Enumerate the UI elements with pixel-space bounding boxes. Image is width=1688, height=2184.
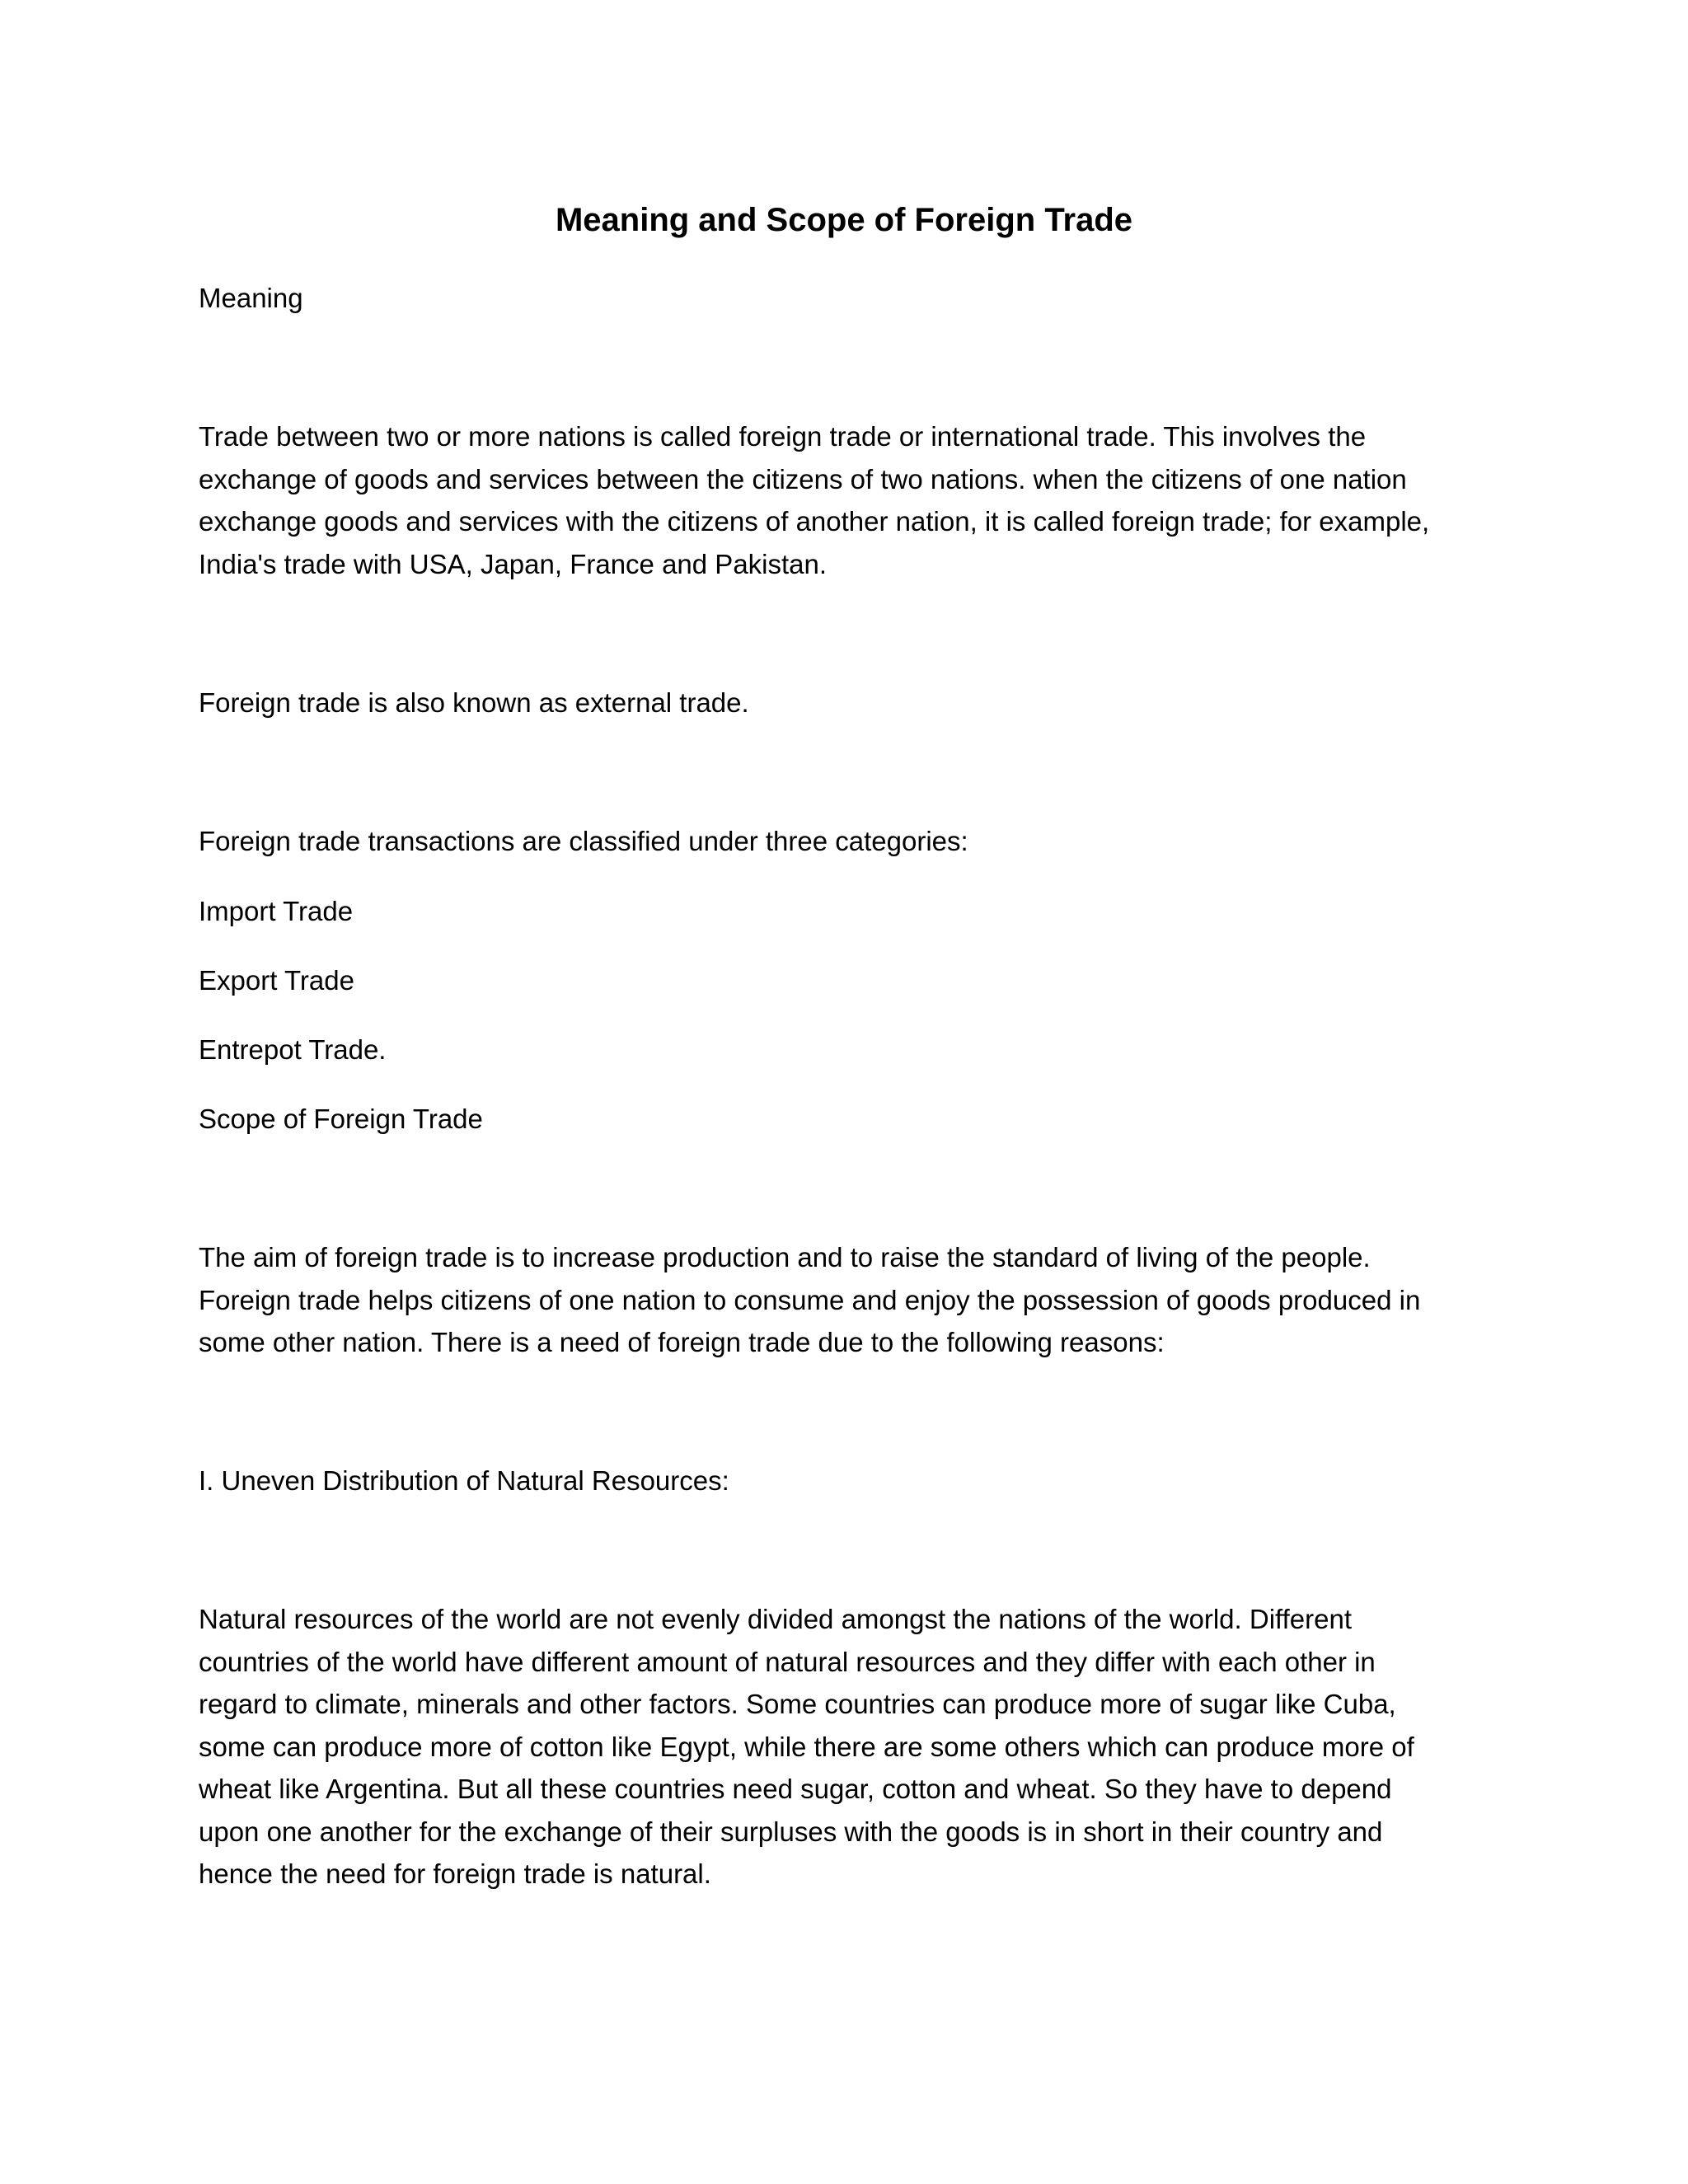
reason-heading: I. Uneven Distribution of Natural Resources:: [199, 1465, 729, 1496]
paragraph-line: regard to climate, minerals and other factors. Some countries can produce more of sugar like Cuba,: [199, 1689, 1396, 1719]
paragraph-line: hence the need for foreign trade is natural.: [199, 1858, 711, 1889]
paragraph-line: upon one another for the exchange of their surpluses with the goods is in short in their country and: [199, 1816, 1383, 1847]
scope-paragraph: [199, 1236, 1484, 1364]
category-export: Export Trade: [199, 965, 354, 996]
paragraph-line: exchange of goods and services between the citizens of two nations. when the citizens of one nation: [199, 463, 1407, 494]
meaning-paragraph: [199, 415, 1484, 585]
categories-intro: Foreign trade transactions are classified under three categories:: [199, 826, 968, 856]
paragraph-line: Trade between two or more nations is called foreign trade or international trade. This involves the: [199, 421, 1367, 452]
meaning-heading: Meaning: [199, 283, 303, 313]
paragraph-line: some other nation. There is a need of foreign trade due to the following reasons:: [199, 1327, 1165, 1357]
scope-heading: Scope of Foreign Trade: [199, 1104, 483, 1134]
paragraph-line: countries of the world have different amount of natural resources and they differ with each other in: [199, 1646, 1376, 1677]
paragraph-line: The aim of foreign trade is to increase production and to raise the standard of living of the people.: [199, 1242, 1371, 1272]
paragraph-line: India's trade with USA, Japan, France and Pakistan.: [199, 548, 828, 579]
paragraph-line: wheat like Argentina. But all these countries need sugar, cotton and wheat. So they have to depend: [199, 1774, 1392, 1804]
reason-paragraph: [199, 1598, 1484, 1896]
paragraph-line: Foreign trade helps citizens of one nation to consume and enjoy the possession of goods produced in: [199, 1284, 1421, 1315]
category-entrepot: Entrepot Trade.: [199, 1034, 387, 1065]
page-title: Meaning and Scope of Foreign Trade: [555, 202, 1133, 238]
category-import: Import Trade: [199, 896, 354, 926]
external-trade-paragraph: Foreign trade is also known as external trade.: [199, 687, 749, 718]
paragraph-line: some can produce more of cotton like Egypt, while there are some others which can produce more of: [199, 1731, 1414, 1762]
paragraph-line: exchange goods and services with the citizens of another nation, it is called foreign trade; for example,: [199, 506, 1430, 537]
paragraph-line: Natural resources of the world are not evenly divided amongst the nations of the world. Different: [199, 1604, 1352, 1634]
